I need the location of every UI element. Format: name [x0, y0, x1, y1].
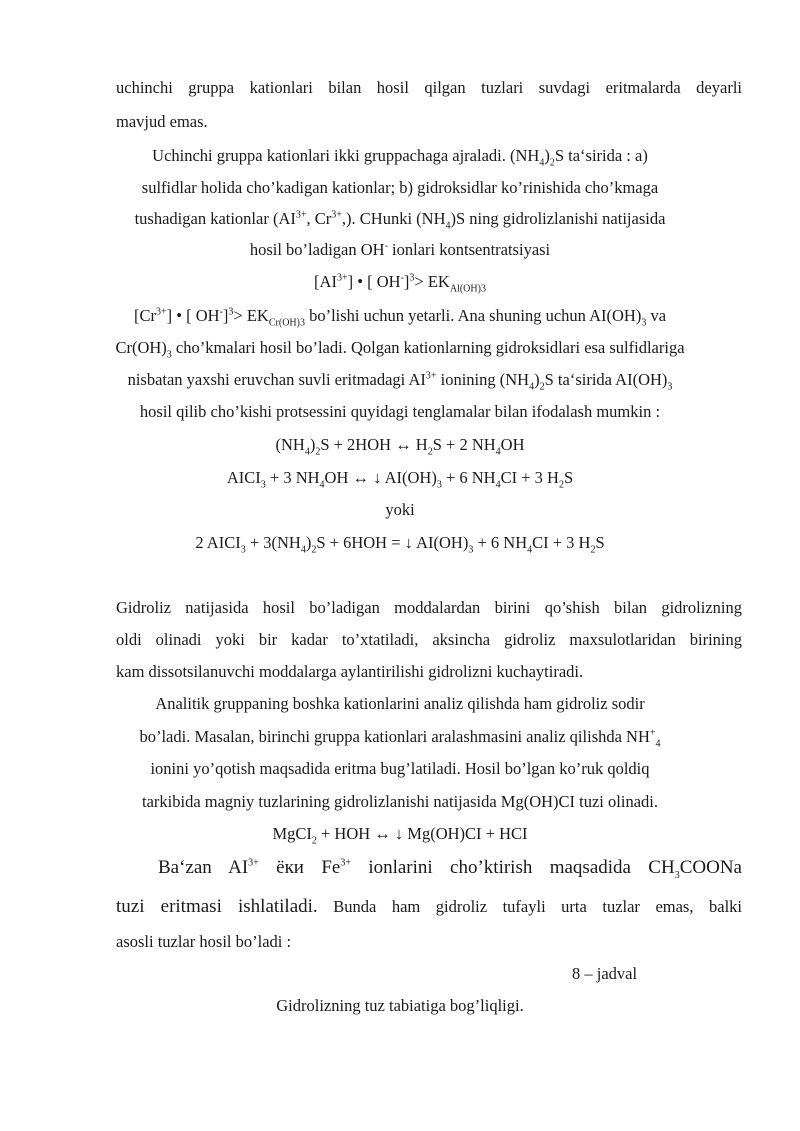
paragraph-2-line-2: sulfidlar holida cho’kadigan kationlar; b) gidroksidlar ko’rinishida cho’kmaga — [141, 178, 659, 197]
equation-4: 2 $AICI_3 + 3(NH_4)_2S + 6HOH$ = ↓ $AI(OH)_3 + 6$ $NH_4CI + 3$ $H_2S$ — [195, 533, 605, 556]
table-title: Gidrolizning tuz tabiatiga bog’liqligi. — [276, 996, 524, 1015]
paragraph-4-line-1: Gidroliz natijasida hosil bo’ladigan moddalardan birini qo’shish bilan gidrolizning — [116, 598, 742, 617]
paragraph-5-line-4: tarkibida magniy tuzlarining gidrolizlanishi natijasida Mg(OH)CI tuzi olinadi. — [142, 792, 658, 811]
paragraph-6-line-2: tuzi eritmasi ishlatiladi. Bunda ham gidroliz tufayli urta tuzlar emas, balki — [116, 896, 742, 917]
paragraph-6-line-1: Ba‘zan $AI^{3+}$ ёки $Fe^{3+}$ ionlarini cho’ktirish maqsadida $CH_3COONa$ — [158, 857, 742, 881]
paragraph-1-line-1: uchinchi gruppa kationlari bilan hosil qilgan tuzlari suvdagi eritmalarda deyarli — [116, 78, 742, 97]
paragraph-2-line-1: Uchinchi gruppa kationlari ikki gruppachaga ajraladi. $(NH_4)_2S$ ta‘sirida : a) — [152, 146, 648, 169]
table-label: 8 – jadval — [572, 964, 638, 983]
equation-2: $(NH_4)_2S + 2HOH$ ↔ $H_2S + 2$ $NH_4OH$ — [275, 435, 525, 458]
conjunction-yoki: yoki — [385, 500, 415, 519]
equation-1: $[AI^{3+}]$ • [ $OH^-]^3> EK_{Al(OH)3}$ — [314, 272, 486, 295]
paragraph-1-line-2: mavjud emas. — [116, 112, 208, 131]
paragraph-2-line-4: hosil bo’ladigan OH- ionlari kontsentratsiyasi — [249, 240, 551, 259]
paragraph-4-line-2: oldi olinadi yoki bir kadar to’xtatiladi, aksincha gidroliz maxsulotlaridan birining — [116, 630, 742, 649]
paragraph-5-line-3: ionini yo’qotish maqsadida eritma bug’latiladi. Hosil bo’lgan ko’ruk qoldiq — [150, 759, 650, 778]
equation-3: $AICI_3 + 3$ $NH_4OH$ ↔ ↓ $AI(OH)_3 + 6$ $NH_4CI + 3$ $H_2S$ — [226, 468, 574, 491]
paragraph-2-line-3: tushadigan kationlar ($AI^{3+}$, $Cr^{3+}$,). CHunki $(NH_4)S$ ning gidrolizlanishi natijasida — [134, 209, 666, 232]
paragraph-4-line-3: kam dissotsilanuvchi moddalarga aylantirilishi gidrolizni kuchaytiradi. — [116, 662, 584, 681]
paragraph-6-line-3: asosli tuzlar hosil bo’ladi : — [116, 932, 292, 951]
paragraph-5-line-2: bo’ladi. Masalan, birinchi gruppa kationlari aralashmasini analiz qilishda $NH^+_4$ — [139, 727, 661, 750]
paragraph-3-line-4: hosil qilib cho’kishi protsessini quyidagi tenglamalar bilan ifodalash mumkin : — [139, 402, 661, 421]
paragraph-5-line-1: Analitik gruppaning boshka kationlarini analiz qilishda ham gidroliz sodir — [155, 694, 645, 713]
paragraph-3-line-1: $[Cr^{3+}]$ • [ $OH^-]^3> EK_{Cr(OH)3}$ bo’lishi uchun yetarli. Ana shuning uchun $AI(OH)_3$ va — [133, 306, 667, 329]
paragraph-3-line-2: $Cr(OH)_3$ cho’kmalari hosil bo’ladi. Qolgan kationlarning gidroksidlari esa sulfidlariga — [115, 338, 685, 361]
paragraph-3-line-3: nisbatan yaxshi eruvchan suvli eritmadagi $AI^{3+}$ ionining $(NH_4)_2S$ ta‘sirida $AI(OH)_3$ — [127, 370, 673, 393]
equation-5: MgCI$_2$ + HOH ↔ ↓ Mg(OH)CI + HCI — [272, 824, 528, 847]
